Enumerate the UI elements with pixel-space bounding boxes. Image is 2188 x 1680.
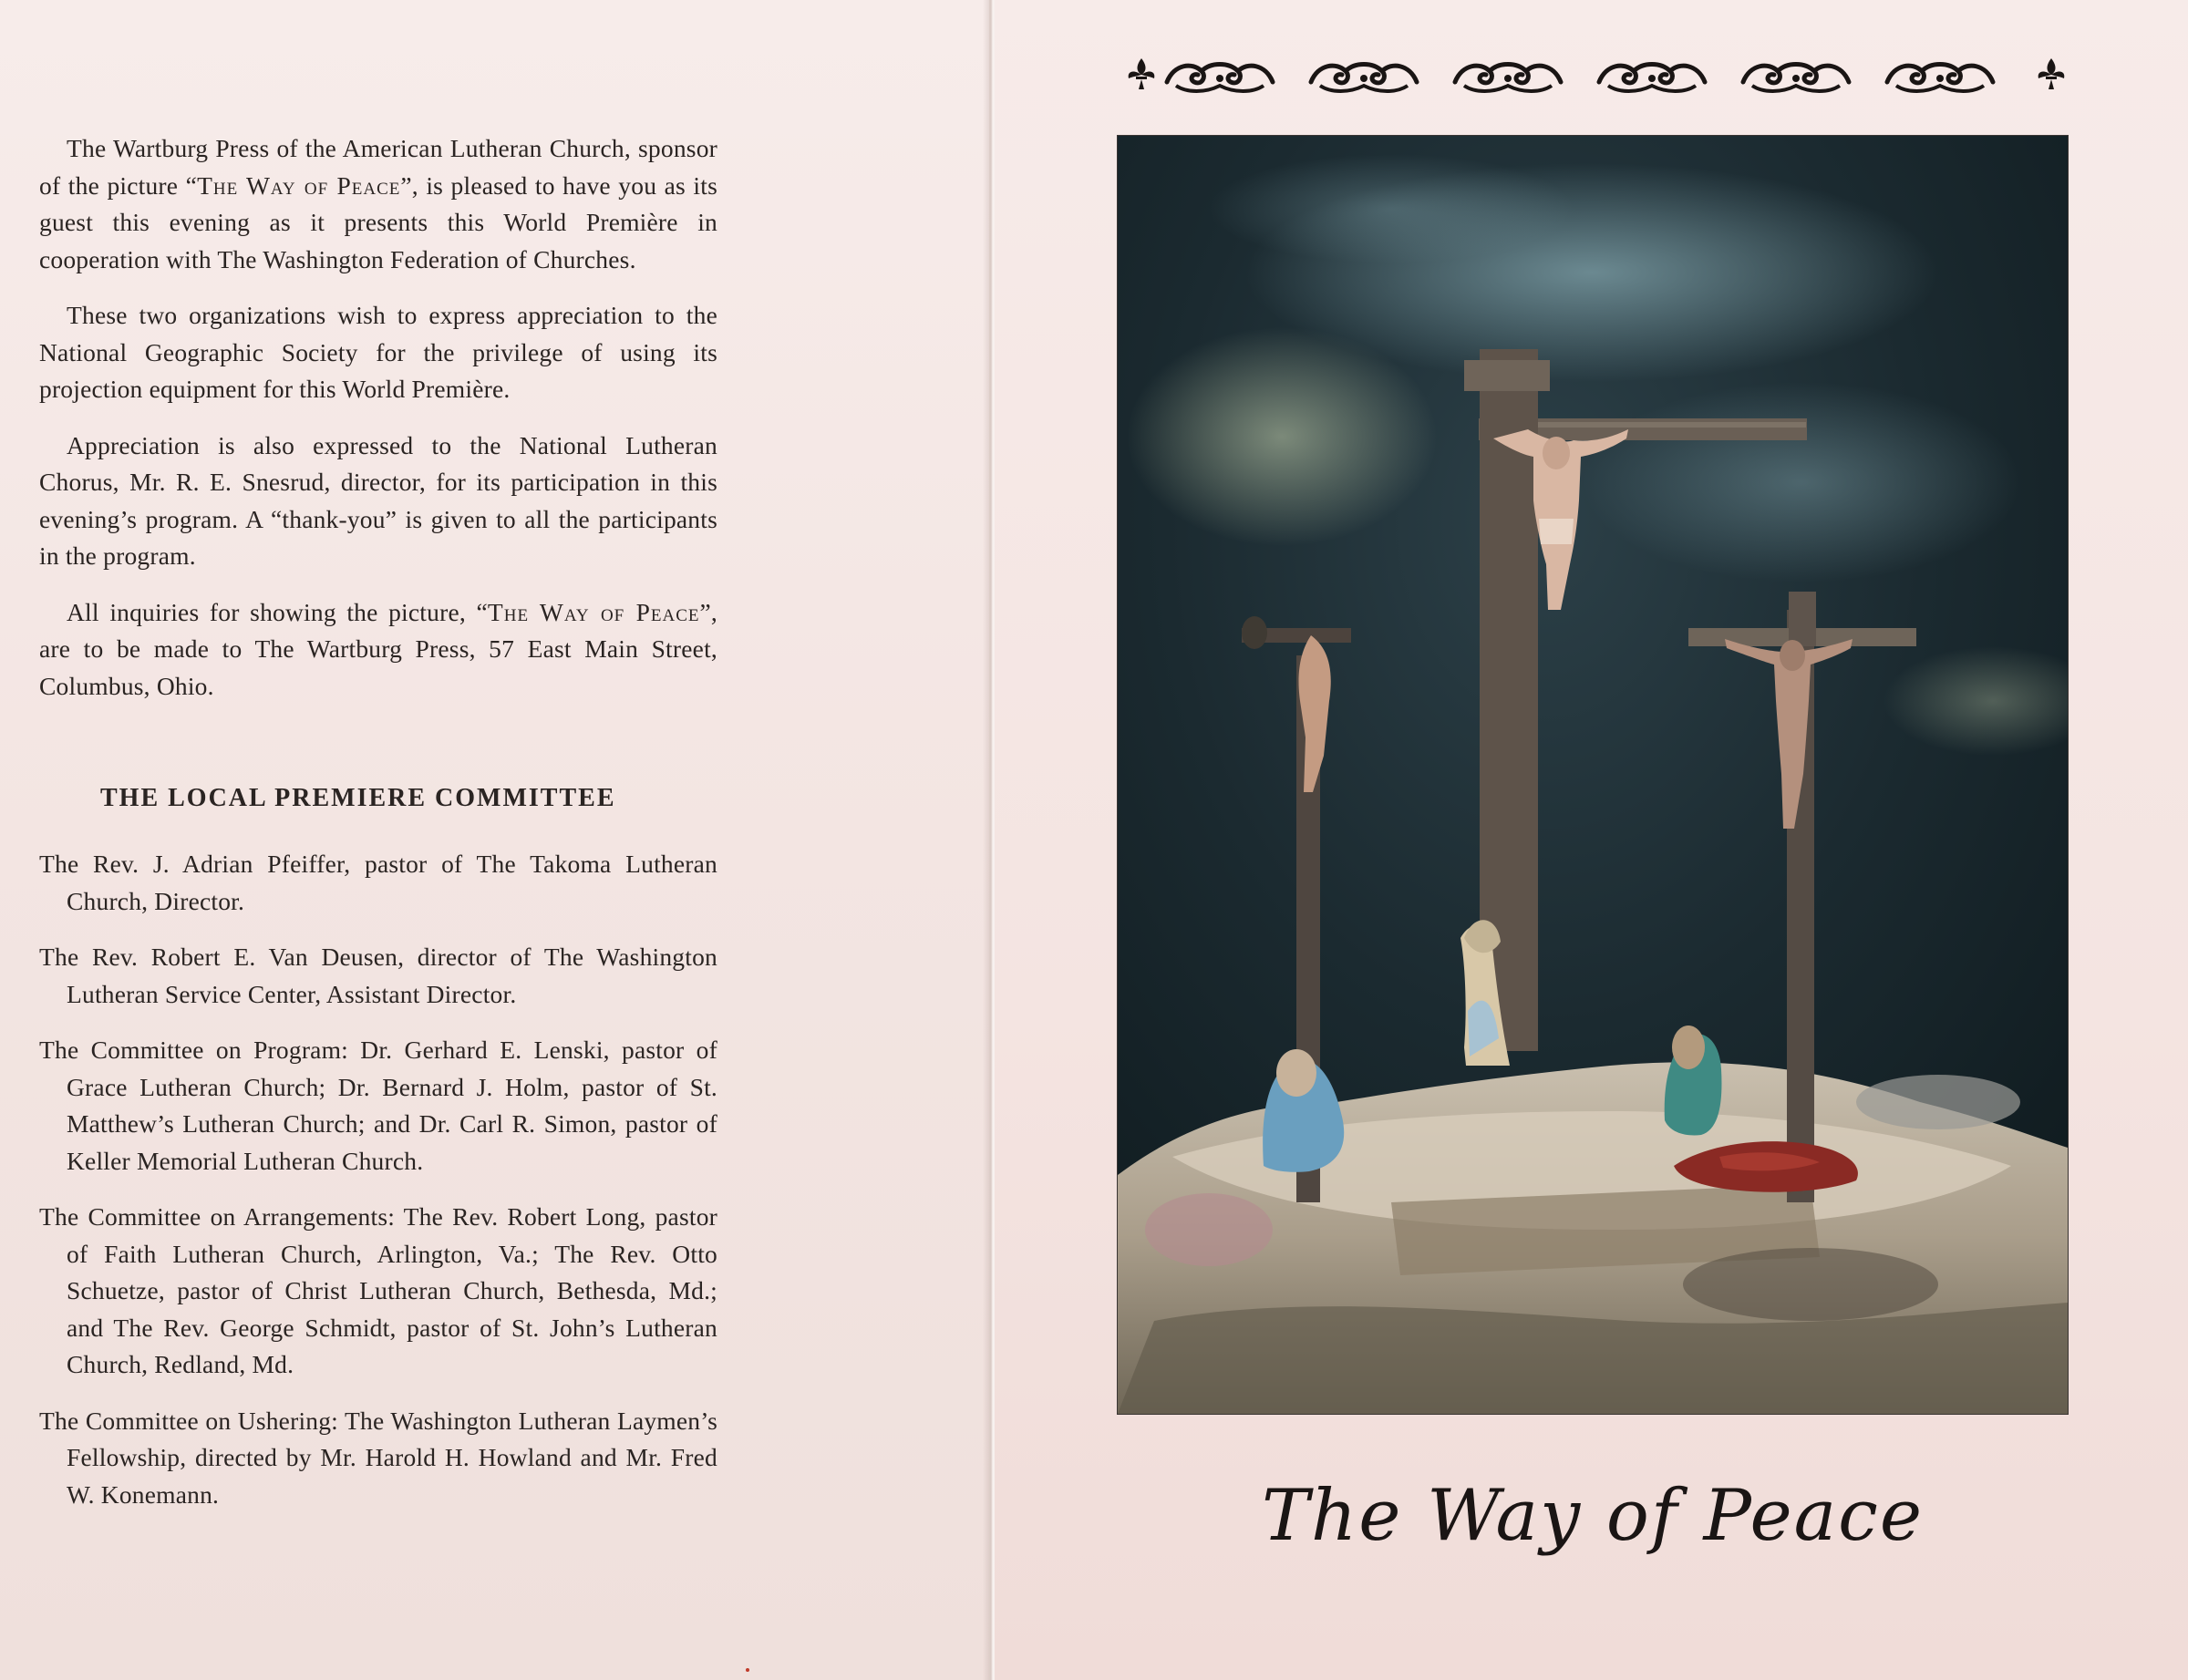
intro-paragraph-2: These two organizations wish to express appreciation to the National Geographic Society for the privilege of using its projection equipment for this World Première. [39, 301, 717, 403]
committee-member: The Committee on Arrangements: The Rev. Robert Long, pastor of Faith Lutheran Church, Arlington, Va.; The Rev. Otto Schuetze, pastor of Christ Lutheran Church, Bethesda, Md.; and The Rev. George Schmidt, pastor of St. John’s Lutheran Church, Redland, Md. [39, 1202, 717, 1378]
intro-paragraph-4: All inquiries for showing the picture, “The Way of Peace”, are to be made to The Wartburg Press, 57 East Main Street, Columbus, Ohio. [39, 597, 717, 700]
committee-member: The Rev. J. Adrian Pfeiffer, pastor of The Takoma Lutheran Church, Director. [39, 850, 717, 915]
committee-member: The Committee on Ushering: The Washington Lutheran Laymen’s Fellowship, directed by Mr. Harold H. Howland and Mr. Fred W. Konemann. [39, 1406, 717, 1509]
fleur-scroll-border-icon [1123, 53, 2069, 100]
left-page [0, 0, 989, 1680]
committee-members [39, 846, 717, 1532]
intro-text [39, 130, 717, 724]
committee-heading: THE LOCAL PREMIERE COMMITTEE [100, 784, 616, 812]
intro-paragraph-3: Appreciation is also expressed to the National Lutheran Chorus, Mr. R. E. Snesrud, director, for its participation in this evening’s program. A “thank-you” is given to all the participants in the program. [39, 430, 717, 570]
crucifixion-scene-icon [1118, 136, 2068, 1414]
committee-member: The Committee on Program: Dr. Gerhard E. Lenski, pastor of Grace Lutheran Church; Dr. Bernard J. Holm, pastor of St. Matthew’s Lutheran Church; and Dr. Carl R. Simon, pastor of Keller Memorial Lutheran Church. [39, 1036, 717, 1175]
committee-member: The Rev. Robert E. Van Deusen, director of The Washington Lutheran Service Center, Assistant Director. [39, 943, 717, 1008]
page-title: The Way of Peace [1261, 1475, 1925, 1557]
intro-paragraph-1: The Wartburg Press of the American Lutheran Church, sponsor of the picture “The Way of Peace”, is pleased to have you as its guest this evening as it presents this World Première in cooperation with The Washington Federation of Churches. [39, 134, 717, 273]
ink-speck [746, 1668, 749, 1672]
